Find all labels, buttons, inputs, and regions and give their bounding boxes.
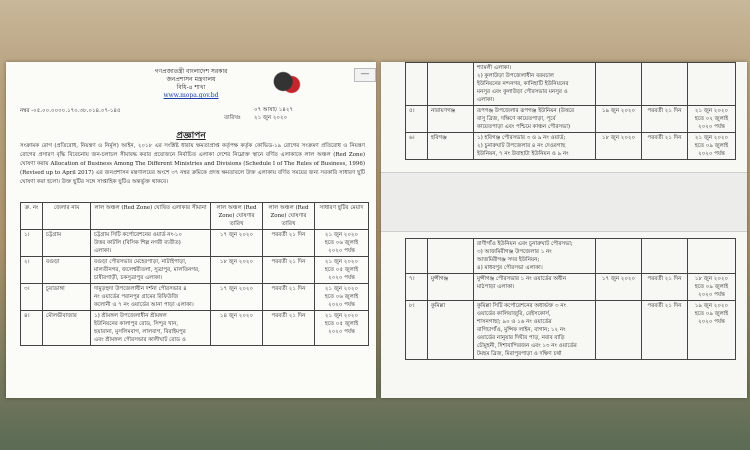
cell-district: চুয়াডাঙ্গা [43, 284, 91, 311]
holiday-line: ২১ জুন ২০২০ [694, 135, 729, 141]
cell-holiday-period [688, 239, 736, 274]
zone-line: এলাকা। [477, 97, 495, 103]
holiday-line: ২০২০ পর্যন্ত [328, 248, 355, 254]
cell-effective-date [642, 63, 688, 106]
cell-district: মুন্সীগঞ্জ [428, 274, 474, 301]
zone-line: এবং শ্রীমঙ্গল পৌরসভার কালীঘাট রোড ও [94, 337, 186, 343]
notice-title: প্রজ্ঞাপন [176, 131, 206, 141]
holiday-line: হতে ০৫ জুলাই [324, 321, 359, 327]
zone-line: ২) চুনারুঘাট উপজেলার ৪ নং দেওরগাছ [477, 143, 566, 149]
zone-line: চট্টগ্রাম সিটি কর্পোরেশনের ওয়ার্ড নং-১০ [94, 232, 182, 238]
cell-serial: ৮। [406, 301, 428, 360]
cell-district [428, 63, 474, 106]
cell-zone [91, 257, 211, 284]
cell-zone [91, 230, 211, 257]
zone-line: এলাকা। [94, 248, 112, 254]
cell-serial: ৬। [406, 133, 428, 160]
table-row [406, 106, 736, 133]
zone-line: ছয়ারানা, মুসলিমবাগ, লালবাগ, বিরাইমপুর [94, 329, 186, 335]
zone-line: ৩) আজমিরীগঞ্জ উপজেলার ১ নং [477, 249, 552, 255]
table-row [406, 239, 736, 274]
cell-declared-date: ১৯ জুন ২০২০ [596, 106, 642, 133]
cell-district: নারায়ণগঞ্জ [428, 106, 474, 133]
holiday-line: হতে ০৬ জুলাই [324, 240, 359, 246]
cell-holiday-period [688, 301, 736, 360]
zone-line: দামুড়হুদা উপজেলাধীন দর্শনা পৌরসভার ৪ [94, 286, 187, 292]
zone-line: বাগিচাগাঁও, মুন্সিফ লাইন, বাগান; ১২ নং [477, 327, 566, 333]
gov-line-2: জনপ্রশাসন মন্ত্রণালয় [166, 76, 216, 83]
holiday-line: হতে ০৯ জুলাই [694, 311, 729, 317]
cell-district: বগুড়া [43, 257, 91, 284]
cell-declared-date: ১৭ জুন ২০২০ [211, 230, 263, 257]
cell-effective-date: পরবর্তী ২১ দিন [263, 257, 315, 284]
holiday-line: ২১ জুন ২০২০ [324, 313, 359, 319]
zone-line: বাসু ব্রিজ, দক্ষিণে কায়েতপাড়া, পূর্বে [477, 116, 556, 122]
cell-district: চট্টগ্রাম [43, 230, 91, 257]
holiday-line: ২০২০ পর্যন্ত [698, 124, 725, 130]
date-gregorian: ২১ জুন ২০২০ [254, 115, 288, 121]
date-block [224, 106, 293, 122]
red-zone-table-continued-top [405, 62, 736, 160]
holiday-line: ২০২০ পর্যন্ত [328, 275, 355, 281]
website-link[interactable]: www.mopa.gov.bd [163, 92, 219, 99]
notice-page-left [6, 62, 376, 398]
cell-zone [474, 274, 596, 301]
zone-line: আজমিরীগঞ্জ সদর ইউনিয়ন; [477, 257, 540, 263]
page-break [381, 172, 747, 232]
cell-serial: ৫। [406, 106, 428, 133]
cell-declared-date [596, 63, 642, 106]
cell-serial: ৭। [406, 274, 428, 301]
zone-line: কায়েতপাড়া এবং পশ্চিমে কাঞ্চন পৌরসভা) [477, 124, 570, 130]
cell-district: হবিগঞ্জ [428, 133, 474, 160]
cell-zone [474, 106, 596, 133]
zone-line: ২) কুলাউড়া উপজেলাধীন বরমচাল [477, 73, 554, 79]
notice-page-right [381, 62, 747, 398]
holiday-line: হতে ০৫ জুলাই [324, 267, 359, 273]
zone-line: উত্তর কাটলি (বিসিক শিল্প নগরী ব্যতীত) [94, 240, 181, 246]
holiday-line: ২০২০ পর্যন্ত [328, 302, 355, 308]
cell-serial: ৪। [21, 311, 43, 346]
table-row [406, 301, 736, 360]
zone-line: শাসনগাছা; ৯০ ও ১৬ নং ওয়ার্ডের [477, 319, 552, 325]
cell-serial: ১। [21, 230, 43, 257]
holiday-line: ২০২০ পর্যন্ত [698, 151, 725, 157]
cell-effective-date: পরবর্তী ২১ দিন [642, 133, 688, 160]
cell-declared-date: ১৭ জুন ২০২০ [211, 284, 263, 311]
zone-line: কলোনী ও ৭ নং ওয়ার্ডের আনা পাড়া এলাকা। [94, 302, 194, 308]
notice-body: সংক্রামক রোগ (প্রতিরোধ, নিয়ন্ত্রণ ও নির্মূল) আইন, ২০১৮ এর সংশ্লিষ্ট ধারায় ক্ষমতাপ্রাপ্ত কর্তৃপক্ষ কর্তৃক কোভিড-১৯ রোগের সংক্রমণ প্রতিরোধ ও নিয়ন্ত্রণ রোগের প্রসারণ বৃদ্ধি বিবেচনায় জন-চলাচল সীমাবদ্ধ করার প্রয়োজনে নির্বাচিত এলাকা দেশের নিম্নোক্ত স্থানে বর্ণিত এলাকাকে লাল অঞ্চল (Red Zone) ঘোষণা করায় Allocation of Business Among The Different Ministries and Divisions (Schedule I of The Rules of Business, 1996) (Revised up to April 2017) এর জনপ্রশাসন মন্ত্রণালয়ের অংশে ৩৭ নম্বর ক্রমিকে প্রদত্ত ক্ষমতাবলে উক্ত এলাকায় বর্ণিত সময়ের জন্য সরকারি সাধারণ ছুটি ঘোষণা করা হলো। উক্ত ছুটির সঙ্গে সাপ্তাহিক ছুটিও অন্তর্ভুক্ত থাকবে। [20, 143, 365, 185]
cell-holiday-period [688, 106, 736, 133]
cell-declared-date: ১৭ জুন ২০২০ [596, 274, 642, 301]
holiday-line: ২০২০ পর্যন্ত [328, 329, 355, 335]
header-effective-date: লাল অঞ্চল (Red Zone) ঘোষণার তারিখ [263, 203, 315, 230]
header-holiday-period: সাধারণ ছুটির মেয়াদ [315, 203, 369, 230]
zone-line: চাষীরগাড়ী, চকসুত্রাপুর এলাকা। [94, 275, 163, 281]
cell-effective-date: পরবর্তী ২১ দিন [263, 284, 315, 311]
cell-serial: ২। [21, 257, 43, 284]
holiday-line: ২০২০ পর্যন্ত [698, 292, 725, 298]
table-row [406, 133, 736, 160]
red-zone-table [20, 202, 369, 346]
cell-effective-date: পরবর্তী ২১ দিন [642, 301, 688, 360]
cell-serial: ৩। [21, 284, 43, 311]
header-declared-date: লাল অঞ্চল (Red Zone) ঘোষণার তারিখ [211, 203, 263, 230]
holiday-line: ২১ জুন ২০২০ [324, 259, 359, 265]
cell-holiday-period [688, 63, 736, 106]
cell-zone [91, 311, 211, 346]
cell-effective-date: পরবর্তী ২১ দিন [642, 274, 688, 301]
zone-line: শ্যামলী এলাকা। [477, 65, 512, 71]
zone-line: চৌমুহনী, দিশাবান্দিরজন এবং ১৩ নং ওয়ার্ডের [477, 343, 577, 349]
cell-district [428, 239, 474, 274]
gov-line-1: গণপ্রজাতন্ত্রী বাংলাদেশ সরকার [154, 68, 228, 75]
holiday-line: ১৯ জুন ২০২০ [694, 303, 729, 309]
cell-declared-date [596, 239, 642, 274]
header-zone: লাল অঞ্চল (Red Zone) ঘোষিত এলাকার সীমানা [91, 203, 211, 230]
holiday-line: হতে ০২ জুলাই [694, 116, 729, 122]
zone-line: মুন্সীগঞ্জ পৌরসভার ১ নং ওয়ার্ডের অধীন [477, 276, 567, 282]
zone-line: মাঠপাড়া এলাকা। [477, 284, 515, 290]
zone-line: মনসুর এবং কুলাউড়া পৌরসভার মনসুর ও [477, 89, 568, 95]
zone-line: ওয়ার্ডের কালিয়াজুরি, রেইসকোর্স, [477, 311, 551, 317]
table-header-row [21, 203, 369, 230]
cell-effective-date: পরবর্তী ২১ দিন [642, 106, 688, 133]
zone-line: টমছম ব্রিজ, মিরাপুরপাড়া ও দক্ষিণ চর্থা [477, 351, 562, 357]
holiday-line: ২১ জুন ২০২০ [694, 108, 729, 114]
cell-serial [406, 63, 428, 106]
cell-zone [474, 239, 596, 274]
cell-district: কুমিল্লা [428, 301, 474, 360]
memo-number: নম্বর -০৫.০০.০০০০.১৭০.৩৮.০১৪.০৭-১৪৫ [20, 108, 121, 114]
zone-line: ৪) মাধবপুর পৌরসভা এলাকা। [477, 265, 543, 271]
cell-effective-date [642, 239, 688, 274]
zone-line: কুমিল্লা সিটি কর্পোরেশনের অধার্ভক্ত ৩ নং [477, 303, 567, 309]
zone-line: ইউনিয়ন, ৭ নং উবাহাটা ইউনিয়ন ও ৯ নং [477, 151, 569, 157]
holiday-line: ২১ জুন ২০২০ [324, 286, 359, 292]
cell-declared-date [596, 301, 642, 360]
cell-holiday-period [315, 284, 369, 311]
cell-zone [474, 133, 596, 160]
holiday-line: ১৮ জুন ২০২০ [694, 276, 729, 282]
zone-line: ইউনিয়নের নন্দনগর, কানিহাটি ইউনিয়নের [477, 81, 569, 87]
table-row [406, 274, 736, 301]
holiday-line: হতে ০৯ জুলাই [694, 143, 729, 149]
zone-line: নং ওয়ার্ডের পরানপুর গ্রামের রিফিউজি [94, 294, 179, 300]
holiday-line: ২১ জুন ২০২০ [324, 232, 359, 238]
zone-line: বগুড়া পৌরসভার মেহেরপাড়া, নাটাইপাড়া, [94, 259, 187, 265]
holiday-line: হতে ০৯ জুলাই [694, 284, 729, 290]
holiday-line: ২০২০ পর্যন্ত [698, 319, 725, 325]
header-district: জেলার নাম [43, 203, 91, 230]
zone-line: রূপগঞ্জ উপজেলার রূপগঞ্জ ইউনিয়ন (উত্তরে [477, 108, 575, 114]
holiday-line: হতে ০৬ জুলাই [324, 294, 359, 300]
zone-line: রাণীগাঁও ইউনিয়ন এবং চুনারুঘাট পৌরসভা; [477, 241, 573, 247]
cell-effective-date: পরবর্তী ২১ দিন [263, 311, 315, 346]
zone-line: ইউনিয়নের কালাপুর রোড, সিন্দুর খান, [94, 321, 179, 327]
mujib-seal-logo [268, 68, 306, 98]
zone-line: ওয়ার্ডের নানুয়ার দিঘীর পাড়, নবাব বাড়ি [477, 335, 565, 341]
table-row [21, 284, 369, 311]
cell-holiday-period [315, 257, 369, 284]
gov-line-3: বিধি-৪ শাখা [176, 84, 206, 91]
cell-declared-date: ১৮ জুন ২০২০ [596, 133, 642, 160]
table-row [21, 257, 369, 284]
table-row [21, 230, 369, 257]
cell-serial [406, 239, 428, 274]
cell-zone [474, 63, 596, 106]
zone-line: ১) হবিগঞ্জ পৌরসভার ৩ ও ৯ নং ওয়ার্ড; [477, 135, 566, 141]
zone-line: ১) শ্রীমঙ্গল উপজেলাধীন শ্রীমঙ্গল [94, 313, 167, 319]
cell-holiday-period [315, 230, 369, 257]
minimize-button[interactable]: — [354, 68, 376, 82]
header-serial: ক্র. নং [21, 203, 43, 230]
cell-declared-date: ১৮ জুন ২০২০ [211, 257, 263, 284]
cell-holiday-period [688, 274, 736, 301]
red-zone-table-continued-bottom [405, 238, 736, 360]
cell-declared-date: ১৪ জুন ২০২০ [211, 311, 263, 346]
table-row [406, 63, 736, 106]
cell-district: মৌলভীবাজার [43, 311, 91, 346]
cell-effective-date: পরবর্তী ২১ দিন [263, 230, 315, 257]
cell-zone [91, 284, 211, 311]
cell-holiday-period [688, 133, 736, 160]
zone-line: মালতীনগর, জলেশ্বরীতলা, সুত্রাপুর, মালতিনগর, [94, 267, 200, 273]
cell-holiday-period [315, 311, 369, 346]
cell-zone [474, 301, 596, 360]
table-row [21, 311, 369, 346]
date-bangla: ০৭ আষাঢ় ১৪২৭ [254, 107, 293, 113]
date-label: তারিখঃ [224, 115, 241, 121]
